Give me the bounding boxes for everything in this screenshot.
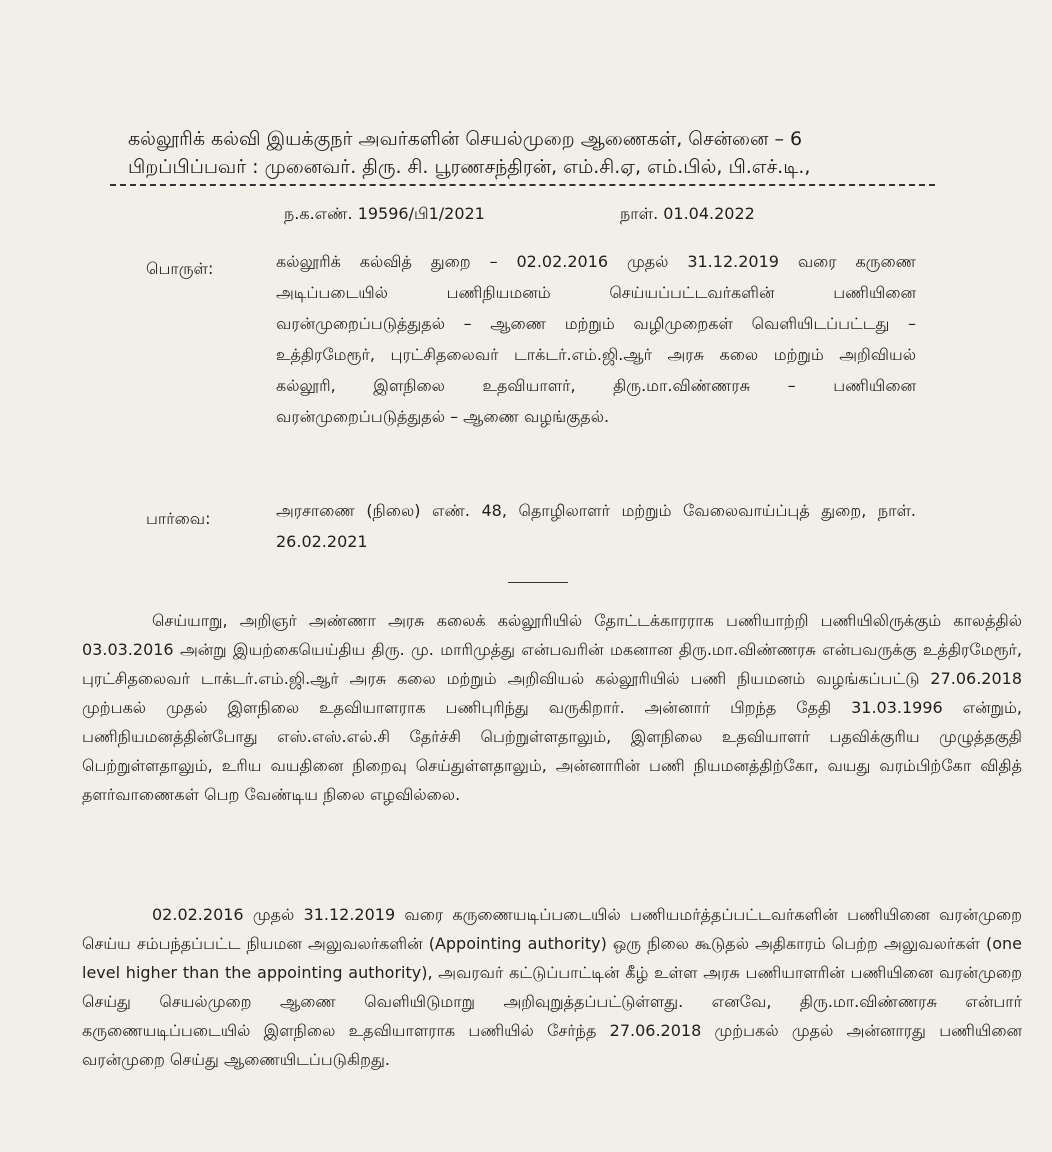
subject-label: பொருள்: — [146, 259, 214, 278]
reference-date: நாள். 01.04.2022 — [620, 204, 755, 223]
header-divider — [110, 184, 935, 186]
issued-by: பிறப்பிப்பவர் : முனைவர். திரு. சி. பூரணசந்திரன், எம்.சி.ஏ, எம்.பில், பி.எச்.டி., — [128, 156, 811, 178]
body-paragraph-1: செய்யாறு, அறிஞர் அண்ணா அரசு கலைக் கல்லூரியில் தோட்டக்காரராக பணியாற்றி பணியிலிருக்கும் காலத்தில் 03.03.2016 அன்று இயற்கையெய்திய திரு. மு. மாரிமுத்து என்பவரின் மகனான திரு.மா.விண்ணரசு என்பவருக்கு உத்திரமேரூர், புரட்சிதலைவர் டாக்டர்.எம்.ஜி.ஆர் அரசு கலை மற்றும் அறிவியல் கல்லூரியில் பணி நியமனம் வழங்கப்பட்டு 27.06.2018 முற்பகல் முதல் இளநிலை உதவியாளராக பணிபுரிந்து வருகிறார். அன்னார் பிறந்த தேதி 31.03.1996 என்றும், பணிநியமனத்தின்போது எஸ்.எஸ்.எல்.சி தேர்ச்சி பெற்றுள்ளதாலும், இளநிலை உதவியாளர் பதவிக்குரிய முழுத்தகுதி பெற்றுள்ளதாலும், உரிய வயதினை நிறைவு செய்துள்ளதாலும், அன்னாரின் பணி நியமனத்திற்கோ, வயது வரம்பிற்கோ விதித் தளர்வாணைகள் பெற வேண்டிய நிலை எழவில்லை. — [82, 611, 1022, 804]
subject-text: கல்லூரிக் கல்வித் துறை – 02.02.2016 முதல் 31.12.2019 வரை கருணை அடிப்படையில் பணிநியமனம் செய்யப்பட்டவர்களின் பணியினை வரன்முறைப்படுத்துதல் – ஆணை மற்றும் வழிமுறைகள் வெளியிடப்பட்டது – உத்திரமேரூர், புரட்சிதலைவர் டாக்டர்.எம்.ஜி.ஆர் அரசு கலை மற்றும் அறிவியல் கல்லூரி, இளநிலை உதவியாளர், திரு.மா.விண்ணரசு – பணியினை வரன்முறைப்படுத்துதல் – ஆணை வழங்குதல். — [276, 252, 916, 426]
body-paragraph-2: 02.02.2016 முதல் 31.12.2019 வரை கருணையடிப்படையில் பணியமர்த்தப்பட்டவர்களின் பணியினை வரன்முறை செய்ய சம்பந்தப்பட்ட நியமன அலுவலர்களின் (Appointing authority) ஒரு நிலை கூடுதல் அதிகாரம் பெற்ற அலுவலர்கள் (one level higher than the appointing authority), அவரவர் கட்டுப்பாட்டின் கீழ் உள்ள அரசு பணியாளரின் பணியினை வரன்முறை செய்து செயல்முறை ஆணை வெளியிடுமாறு அறிவுறுத்தப்பட்டுள்ளது. எனவே, திரு.மா.விண்ணரசு என்பார் கருணையடிப்படையில் இளநிலை உதவியாளராக பணியில் சேர்ந்த 27.06.2018 முற்பகல் முதல் அன்னாரது பணியினை வரன்முறை செய்து ஆணையிடப்படுகிறது. — [82, 905, 1022, 1069]
reference-number: ந.க.எண். 19596/பி1/2021 — [284, 204, 485, 223]
office-title: கல்லூரிக் கல்வி இயக்குநர் அவர்களின் செயல்முறை ஆணைகள், சென்னை – 6 — [128, 128, 803, 150]
reference-text: அரசாணை (நிலை) எண். 48, தொழிலாளர் மற்றும் வேலைவாய்ப்புத் துறை, நாள். 26.02.2021 — [276, 501, 916, 551]
reference-label: பார்வை: — [146, 509, 211, 528]
section-separator — [508, 582, 568, 583]
